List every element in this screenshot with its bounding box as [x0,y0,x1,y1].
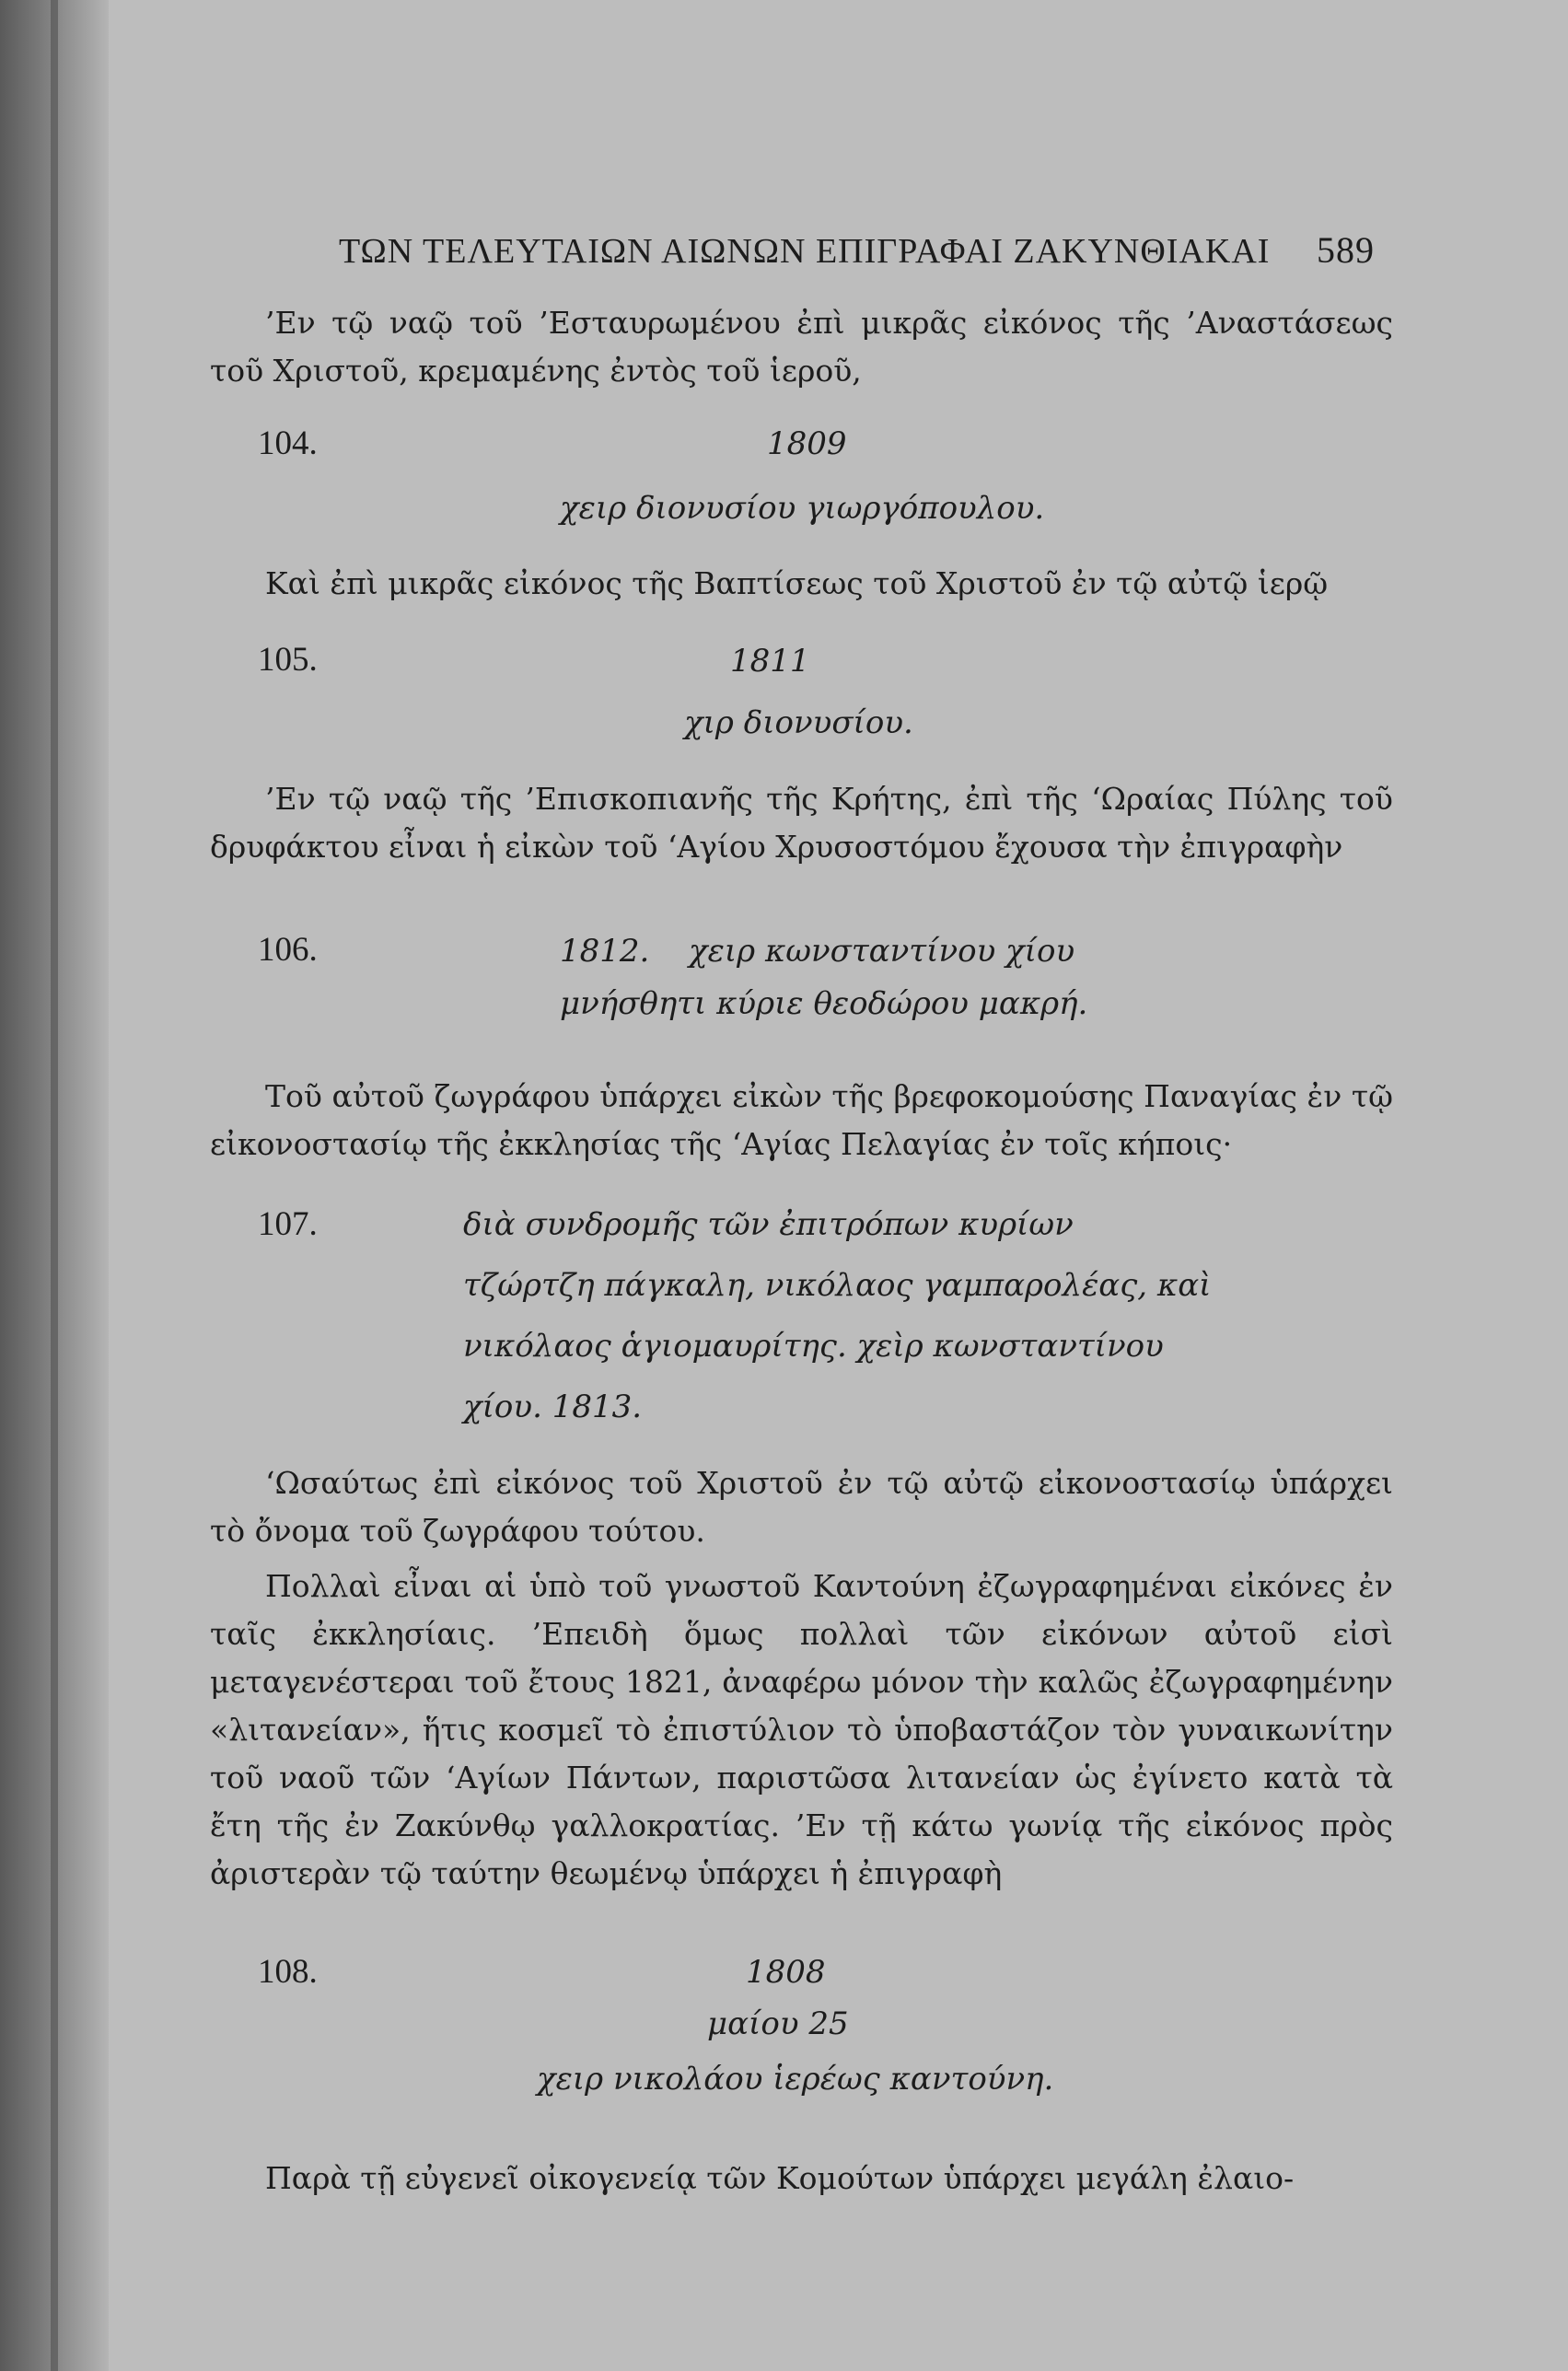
page-number: 589 [1317,229,1375,271]
binding-edge [51,0,58,2371]
paragraph-intro-106: ’Εν τῷ ναῷ τῆς ’Επισκοπιανῆς τῆς Κρήτης, ἐπὶ τῆς ‘Ωραίας Πύλης τοῦ δρυφάκτου εἶναι ἡ εἰκὼν τοῦ ‘Αγίου Χρυσοστόμου ἔχουσα τὴν ἐπιγραφὴν [210,781,1393,865]
inscription-105-text: χιρ διονυσίου. [684,704,913,741]
inscription-108-date: 1808 [746,1954,826,1991]
inscription-106-date: 1812. [560,933,650,970]
inscription-106-number: 106. [258,931,318,969]
inscription-104-date: 1809 [767,425,847,462]
inscription-107-line3: νικόλαος ἁγιομαυρίτης. χεὶρ κωνσταντίνου [463,1328,1164,1365]
header-title: ΤΩΝ ΤΕΛΕΥΤΑΙΩΝ ΑΙΩΝΩΝ ΕΠΙΓΡΑΦΑΙ ΖΑΚΥΝΘΙΑΚΑΙ [339,232,1271,271]
inscription-107-line2: τζώρτζη πάγκαλη, νικόλαος γαμπαρολέας, καὶ [463,1267,1212,1304]
inscription-108-number: 108. [258,1953,318,1991]
inscription-104-text: χειρ διονυσίου γιωργόπουλου. [560,490,1045,527]
paragraph-closing: Παρὰ τῇ εὐγενεῖ οἰκογενείᾳ τῶν Κομούτων ὑπάρχει μεγάλη ἐλαιο- [265,2160,1295,2196]
paragraph-intro-105: Καὶ ἐπὶ μικρᾶς εἰκόνος τῆς Βαπτίσεως τοῦ Χριστοῦ ἐν τῷ αὐτῷ ἱερῷ [265,565,1329,601]
inscription-107-line4: χίου. 1813. [463,1389,643,1425]
inscription-107-number: 107. [258,1205,318,1243]
paragraph-kantounis: Πολλαὶ εἶναι αἱ ὑπὸ τοῦ γνωστοῦ Καντούνη ἐζωγραφημέναι εἰκόνες ἐν ταῖς ἐκκλησίαις. ’Επειδὴ ὅμως πολλαὶ τῶν εἰκόνων αὐτοῦ εἰσὶ μεταγενέστεραι τοῦ ἔτους 1821, ἀναφέρω μόνον τὴν καλῶς ἐζωγραφημένην «λιτανείαν», ἥτις κοσμεῖ τὸ ἐπιστύλιον τὸ ὑποβαστάζον τὸν γυναικωνίτην τοῦ ναοῦ τῶν ‘Αγίων Πάντων, παριστῶσα λιτανείαν ὡς ἐγίνετο κατὰ τὰ ἔτη τῆς ἐν Ζακύνθῳ γαλλοκρατίας. ’Εν τῇ κάτω γωνίᾳ τῆς εἰκόνος πρὸς ἀριστερὰν τῷ ταύτην θεωμένῳ ὑπάρχει ἡ ἐπιγραφὴ [210,1568,1393,1891]
inscription-106-line1: χειρ κωνσταντίνου χίου [689,933,1075,970]
paragraph-intro-104: ’Εν τῷ ναῷ τοῦ ’Εσταυρωμένου ἐπὶ μικρᾶς εἰκόνος τῆς ’Αναστάσεως τοῦ Χριστοῦ, κρεμαμένης ἐντὸς τοῦ ἱεροῦ, [210,305,1393,389]
inscription-104-number: 104. [258,424,318,462]
paragraph-after-107: ‘Ωσαύτως ἐπὶ εἰκόνος τοῦ Χριστοῦ ἐν τῷ αὐτῷ εἰκονοστασίῳ ὑπάρχει τὸ ὄνομα τοῦ ζωγράφου τούτου. [210,1465,1393,1549]
inscription-106-line2: μνήσθητι κύριε θεοδώρου μακρή. [560,985,1088,1022]
inscription-105-date: 1811 [730,643,810,680]
inscription-108-line2: μαίου 25 [707,2005,849,2042]
inscription-105-number: 105. [258,641,318,679]
paragraph-intro-107: Τοῦ αὐτοῦ ζωγράφου ὑπάρχει εἰκὼν τῆς βρεφοκομούσης Παναγίας ἐν τῷ εἰκονοστασίῳ τῆς ἐκκλησίας τῆς ‘Αγίας Πελαγίας ἐν τοῖς κήποις· [210,1078,1393,1162]
running-header [339,228,1375,272]
document-page [210,212,1393,2330]
inscription-108-line3: χειρ νικολάου ἱερέως καντούνη. [537,2061,1054,2098]
inscription-107-line1: διὰ συνδρομῆς τῶν ἐπιτρόπων κυρίων [463,1206,1074,1243]
